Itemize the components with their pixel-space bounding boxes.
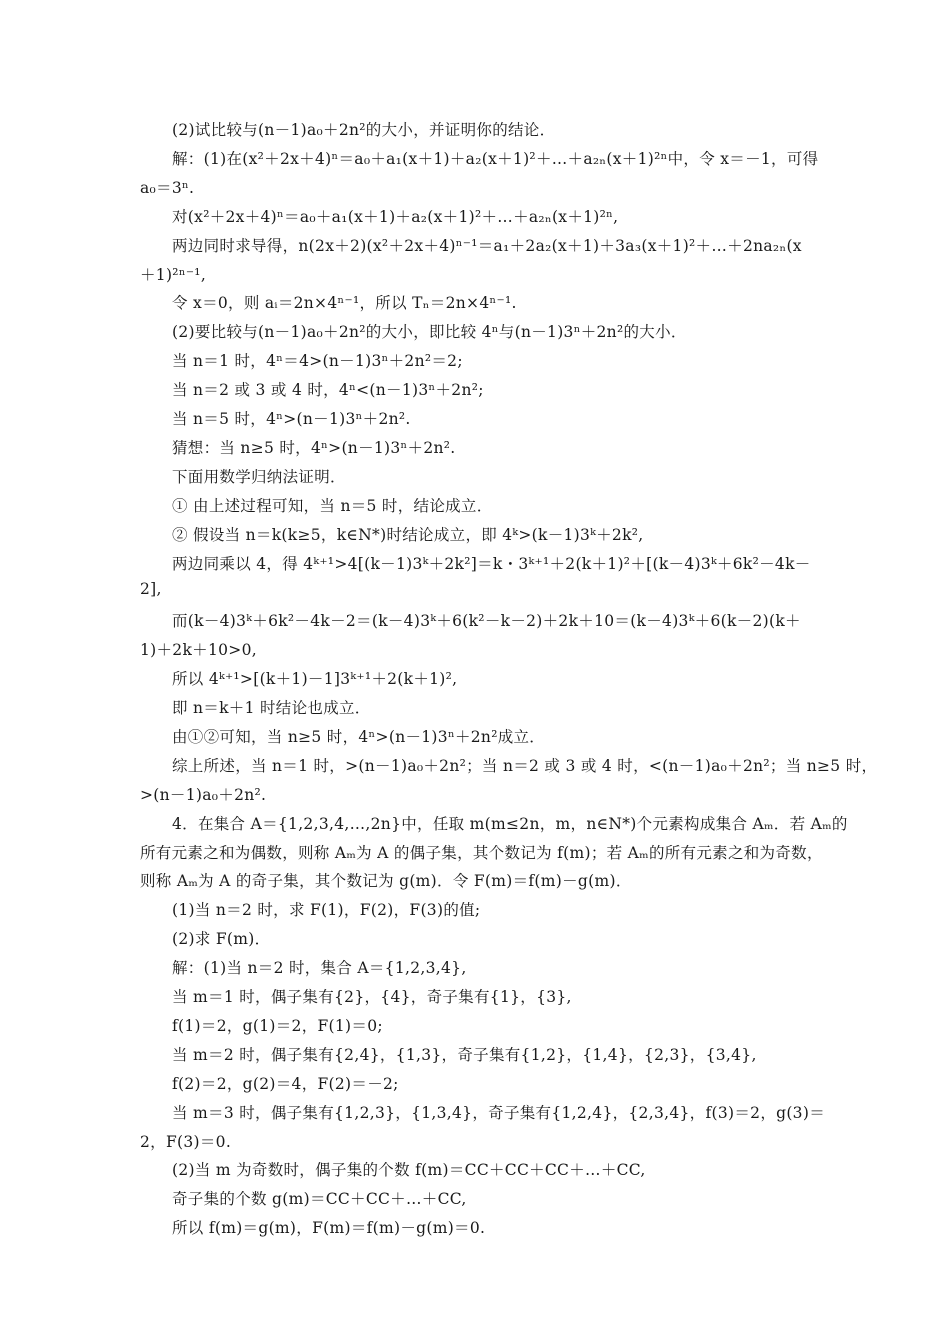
- text-line: 两边同乘以 4，得 4ᵏ⁺¹>4[(k－1)3ᵏ＋2k²]＝k・3ᵏ⁺¹＋2(k＋1)²＋[(k－4)3ᵏ＋6k²－4k－: [172, 554, 811, 573]
- text-line: 下面用数学归纳法证明．: [172, 467, 346, 486]
- text-line: 两边同时求导得，n(2x＋2)(x²＋2x＋4)ⁿ⁻¹＝a₁＋2a₂(x＋1)＋3a₃(x＋1)²＋…＋2na₂ₙ(x: [172, 236, 802, 255]
- text-line: f(1)＝2，g(1)＝2，F(1)＝0;: [172, 1016, 383, 1035]
- text-line: 当 m＝1 时，偶子集有{2}，{4}，奇子集有{1}，{3},: [172, 988, 572, 1006]
- text-line: (2)要比较与(n－1)a₀＋2n²的大小，即比较 4ⁿ与(n－1)3ⁿ＋2n²的大小．: [172, 323, 687, 342]
- text-line: 即 n＝k＋1 时结论也成立．: [172, 699, 371, 717]
- text-line: 当 m＝2 时，偶子集有{2,4}，{1,3}，奇子集有{1,2}，{1,4}，{2,3}，{3,4},: [172, 1045, 757, 1064]
- text-line: ① 由上述过程可知，当 n＝5 时，结论成立．: [172, 496, 493, 515]
- text-line: >(n－1)a₀＋2n².: [140, 785, 267, 804]
- text-line: (2)当 m 为奇数时，偶子集的个数 f(m)＝CC＋CC＋CC＋…＋CC,: [172, 1161, 646, 1180]
- text-line: f(2)＝2，g(2)＝4，F(2)＝－2;: [172, 1074, 399, 1093]
- text-line: ② 假设当 n＝k(k≥5，k∈N*)时结论成立，即 4ᵏ>(k－1)3ᵏ＋2k²,: [172, 525, 644, 544]
- text-line: a₀＝3ⁿ.: [140, 178, 195, 197]
- text-line: (2)求 F(m)．: [172, 930, 271, 949]
- text-line: 当 n＝2 或 3 或 4 时，4ⁿ<(n－1)3ⁿ＋2n²;: [172, 381, 484, 400]
- text-line: 所以 f(m)＝g(m)，F(m)＝f(m)－g(m)＝0.: [172, 1219, 486, 1238]
- text-line: 2],: [140, 580, 162, 599]
- text-line: 解：(1)当 n＝2 时，集合 A＝{1,2,3,4},: [172, 959, 467, 978]
- text-line: 猜想：当 n≥5 时，4ⁿ>(n－1)3ⁿ＋2n².: [172, 438, 456, 457]
- text-line: 奇子集的个数 g(m)＝CC＋CC＋…＋CC,: [172, 1190, 467, 1209]
- text-line: 则称 Aₘ为 A 的奇子集，其个数记为 g(m)．令 F(m)＝f(m)－g(m)．: [140, 872, 632, 891]
- text-line: 对(x²＋2x＋4)ⁿ＝a₀＋a₁(x＋1)＋a₂(x＋1)²＋…＋a₂ₙ(x＋1)²ⁿ,: [172, 207, 619, 226]
- text-line: 综上所述，当 n＝1 时，>(n－1)a₀＋2n²；当 n＝2 或 3 或 4 时，<(n－1)a₀＋2n²；当 n≥5 时，: [172, 756, 878, 775]
- text-line: 4．在集合 A＝{1,2,3,4,…,2n}中，任取 m(m≤2n，m，n∈N*)个元素构成集合 Aₘ．若 Aₘ的: [172, 814, 848, 833]
- text-line: (1)当 n＝2 时，求 F(1)，F(2)，F(3)的值;: [172, 901, 481, 920]
- text-line: 所有元素之和为偶数，则称 Aₘ为 A 的偶子集，其个数记为 f(m)；若 Aₘ的所有元素之和为奇数，: [140, 843, 823, 862]
- text-line: 当 m＝3 时，偶子集有{1,2,3}，{1,3,4}，奇子集有{1,2,4}，{2,3,4}，f(3)＝2，g(3)＝: [172, 1103, 825, 1122]
- text-line: 令 x＝0，则 aᵢ＝2n×4ⁿ⁻¹，所以 Tₙ＝2n×4ⁿ⁻¹.: [172, 294, 517, 313]
- text-line: 当 n＝1 时，4ⁿ＝4>(n－1)3ⁿ＋2n²＝2;: [172, 352, 463, 371]
- text-line: 而(k－4)3ᵏ＋6k²－4k－2＝(k－4)3ᵏ＋6(k²－k－2)＋2k＋10＝(k－4)3ᵏ＋6(k－2)(k＋: [172, 612, 801, 631]
- text-line: 1)＋2k＋10>0,: [140, 641, 257, 660]
- text-line: 当 n＝5 时，4ⁿ>(n－1)3ⁿ＋2n².: [172, 410, 411, 428]
- text-line: ＋1)²ⁿ⁻¹,: [140, 265, 207, 284]
- text-line: 由①②可知，当 n≥5 时，4ⁿ>(n－1)3ⁿ＋2n²成立．: [172, 727, 546, 746]
- text-line: 所以 4ᵏ⁺¹>[(k＋1)－1]3ᵏ⁺¹＋2(k＋1)²,: [172, 670, 458, 689]
- text-line: (2)试比较与(n－1)a₀＋2n²的大小，并证明你的结论．: [172, 121, 556, 139]
- text-line: 2，F(3)＝0.: [140, 1132, 232, 1151]
- text-line: 解：(1)在(x²＋2x＋4)ⁿ＝a₀＋a₁(x＋1)＋a₂(x＋1)²＋…＋a₂ₙ(x＋1)²ⁿ中，令 x＝－1，可得: [172, 149, 819, 168]
